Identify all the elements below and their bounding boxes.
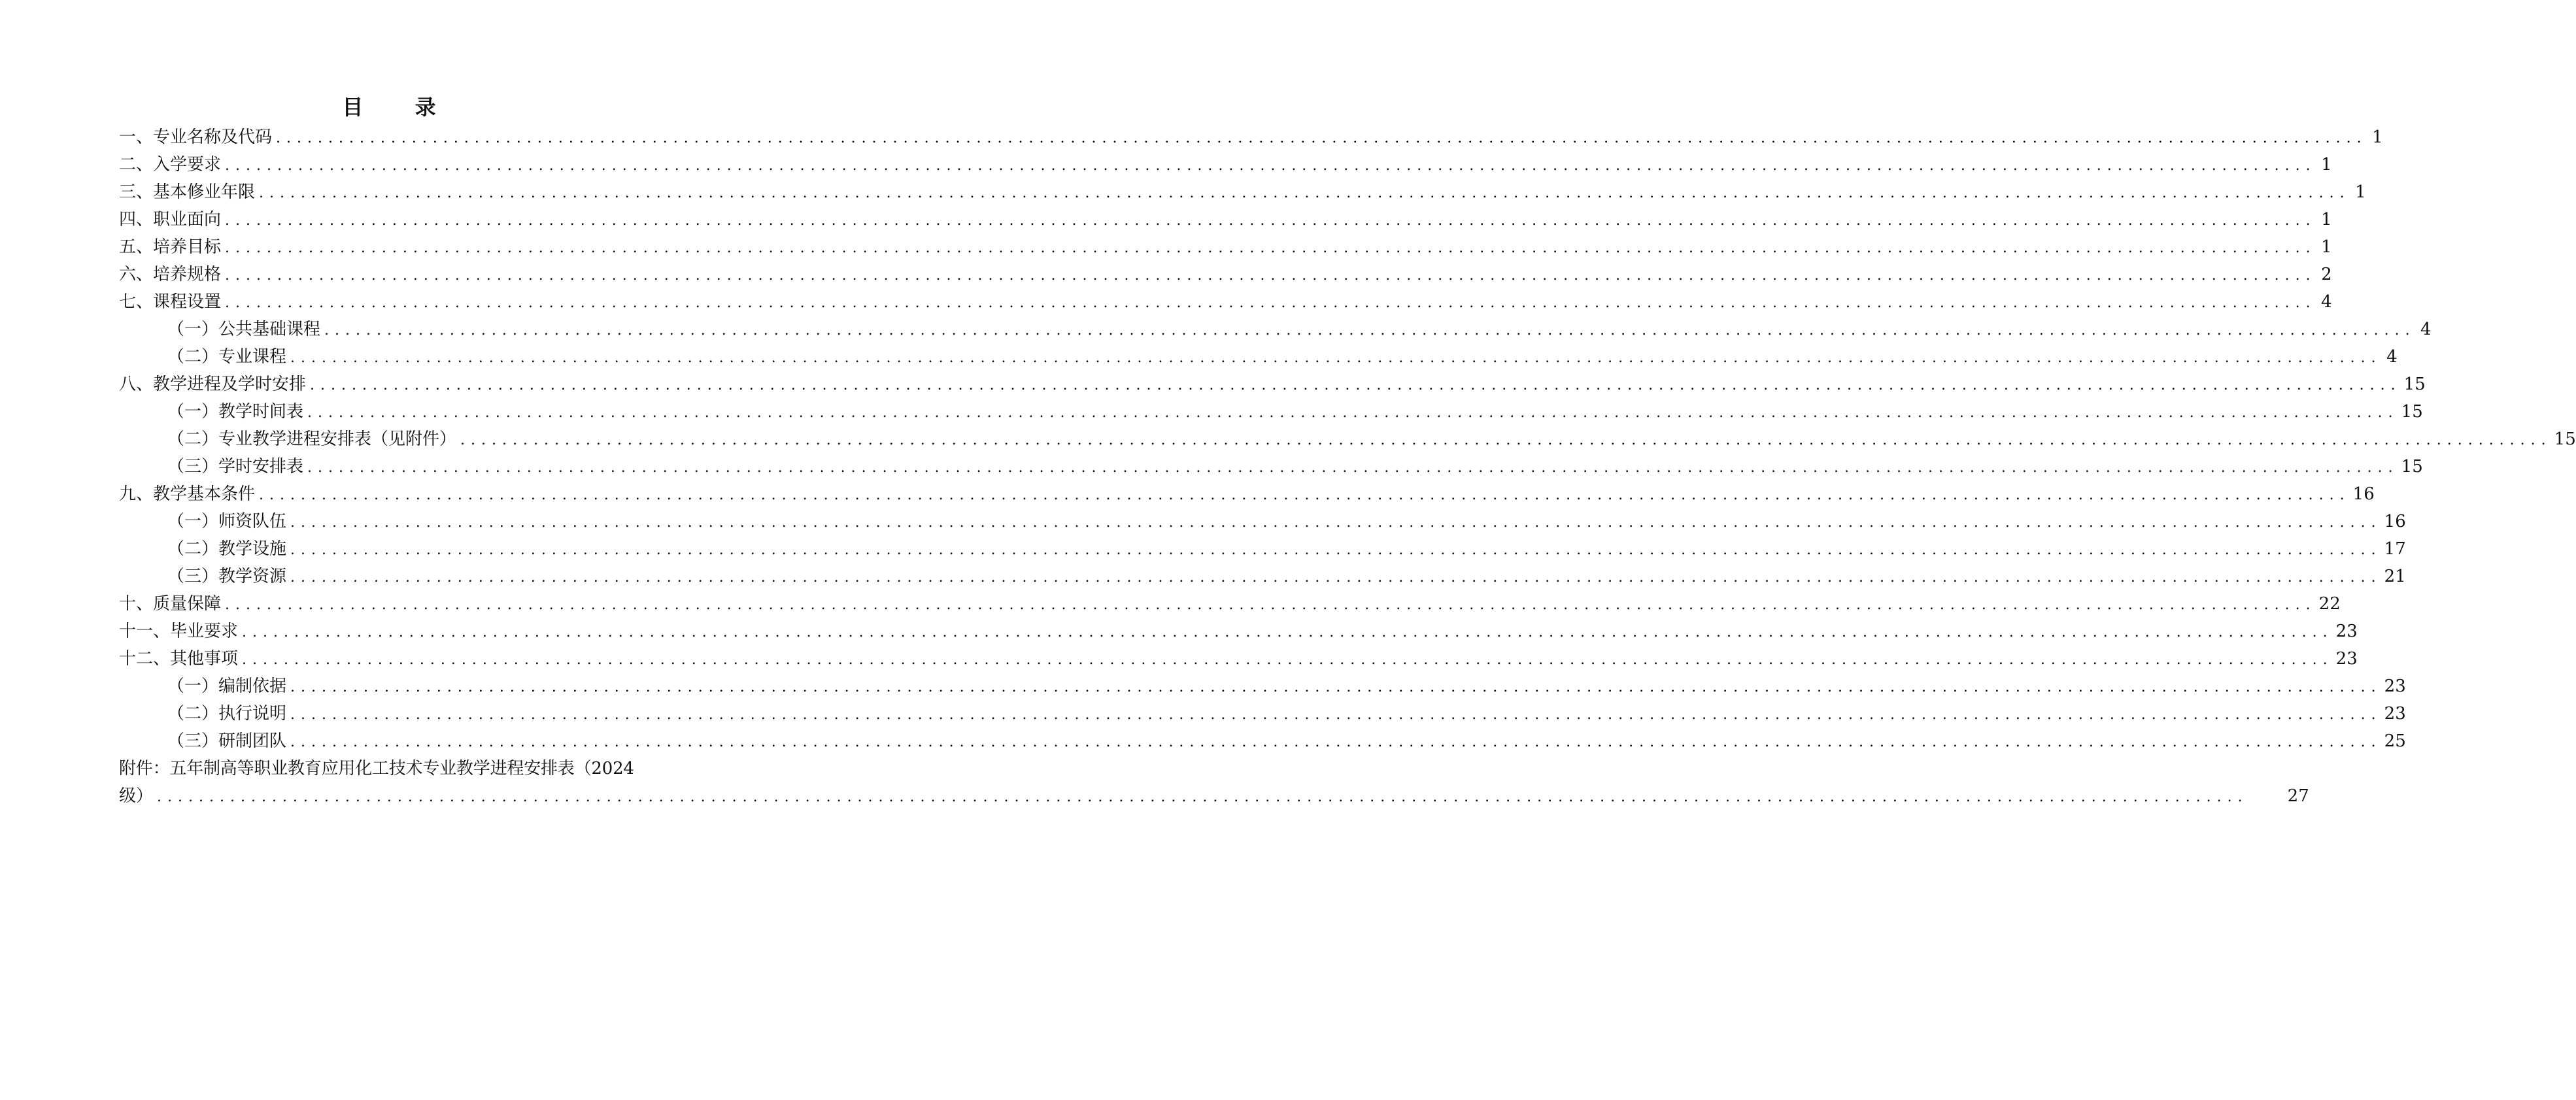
toc-entry-page-number: 21 (2384, 567, 2406, 586)
toc-dot-leader: ........................................................................................................................................................................................................ (290, 569, 2382, 586)
toc-dot-leader: ........................................................................................................................................................................................................ (310, 377, 2401, 393)
toc-entry-page-number: 1 (2372, 127, 2383, 147)
toc-entry-label: （一）教学时间表 (167, 402, 304, 422)
toc-entry-page-number: 16 (2352, 484, 2375, 504)
toc-entry[interactable] (119, 343, 2398, 371)
toc-entry-page-number: 23 (2335, 649, 2358, 669)
toc-appendix-label-line2: 级） (119, 786, 154, 806)
toc-entry[interactable] (119, 727, 2406, 755)
toc-entry[interactable] (119, 206, 2332, 233)
toc-entry[interactable] (119, 700, 2406, 727)
toc-entry[interactable] (119, 178, 2366, 206)
toc-entry-label: 十二、其他事项 (119, 649, 239, 669)
toc-entry[interactable] (119, 151, 2332, 178)
toc-entry-page-number: 15 (2403, 375, 2426, 394)
toc-appendix-line2 (119, 782, 2309, 810)
toc-entry-label: 十一、毕业要求 (119, 622, 239, 641)
toc-dot-leader: ........................................................................................................................................................................................................ (242, 624, 2333, 641)
toc-entry[interactable] (119, 590, 2341, 618)
toc-dot-leader: ........................................................................................................................................................................................................ (290, 734, 2382, 750)
toc-dot-leader: ........................................................................................................................................................................................................ (290, 350, 2382, 366)
toc-entry-label: （三）研制团队 (167, 731, 287, 751)
toc-dot-leader: ........................................................................................................................................................................................................ (460, 432, 2552, 448)
toc-entry-page-number: 2 (2321, 265, 2332, 284)
toc-appendix-entry[interactable] (119, 755, 2309, 810)
toc-entry[interactable] (119, 618, 2358, 645)
toc-dot-leader: ........................................................................................................................................................................................................ (276, 130, 2367, 146)
toc-entry-label: （三）教学资源 (167, 567, 287, 586)
toc-entry[interactable] (119, 261, 2332, 288)
toc-entry-label: （三）学时安排表 (167, 457, 304, 476)
toc-appendix-label-line1: 附件：五年制高等职业教育应用化工技术专业教学进程安排表（2024 (119, 759, 634, 778)
toc-entry-label: 七、课程设置 (119, 292, 222, 312)
toc-entry-label: 十、质量保障 (119, 594, 222, 614)
toc-title: 目 录 (342, 95, 458, 120)
toc-dot-leader: ........................................................................................................................................................................................................ (290, 514, 2382, 531)
toc-entry[interactable] (119, 673, 2406, 700)
toc-entry[interactable] (119, 508, 2406, 535)
toc-entry-page-number: 23 (2384, 704, 2406, 724)
toc-entry[interactable] (119, 124, 2383, 151)
toc-dot-leader: ........................................................................................................................................................................................................ (259, 487, 2350, 503)
toc-entry[interactable] (119, 371, 2426, 398)
toc-entry[interactable] (119, 398, 2423, 425)
toc-entry-label: 八、教学进程及学时安排 (119, 375, 307, 394)
toc-entry[interactable] (119, 645, 2358, 673)
toc-entry-label: （二）专业课程 (167, 347, 287, 367)
toc-entry[interactable] (119, 316, 2432, 343)
toc-entry-label: （二）专业教学进程安排表（见附件） (167, 429, 457, 449)
toc-entry-label: 二、入学要求 (119, 155, 222, 175)
toc-dot-leader: ........................................................................................................................................................................................................ (290, 542, 2382, 558)
toc-entry-page-number: 4 (2386, 347, 2398, 367)
toc-entry-page-number: 15 (2554, 429, 2576, 449)
toc-entry[interactable] (119, 480, 2375, 508)
toc-entry-label: 四、职业面向 (119, 210, 222, 229)
toc-entry[interactable] (119, 425, 2576, 453)
toc-entry-label: （一）公共基础课程 (167, 320, 321, 339)
toc-dot-leader: ........................................................................................................................................................................................................ (157, 789, 2248, 805)
toc-entry-label: 六、培养规格 (119, 265, 222, 284)
toc-dot-leader: ........................................................................................................................................................................................................ (225, 295, 2316, 311)
toc-entry-label: （二）执行说明 (167, 704, 287, 724)
toc-entry-label: （一）师资队伍 (167, 512, 287, 531)
toc-dot-leader: ........................................................................................................................................................................................................ (225, 240, 2316, 256)
toc-entry-page-number: 4 (2321, 292, 2332, 312)
toc-entry-label: 一、专业名称及代码 (119, 127, 273, 147)
toc-entry-label: （一）编制依据 (167, 676, 287, 696)
toc-dot-leader: ........................................................................................................................................................................................................ (324, 322, 2416, 339)
toc-entry-page-number: 25 (2384, 731, 2406, 751)
toc-entry-page-number: 22 (2318, 594, 2341, 614)
toc-entry-page-number: 1 (2321, 237, 2332, 257)
toc-list (119, 124, 2576, 810)
toc-appendix-page-number: 27 (2287, 786, 2309, 806)
toc-dot-leader: ........................................................................................................................................................................................................ (307, 459, 2399, 476)
toc-entry-page-number: 1 (2355, 182, 2366, 202)
toc-dot-leader: ........................................................................................................................................................................................................ (225, 158, 2316, 174)
toc-entry-page-number: 1 (2321, 210, 2332, 229)
toc-entry-label: 五、培养目标 (119, 237, 222, 257)
toc-dot-leader: ........................................................................................................................................................................................................ (225, 267, 2316, 284)
toc-entry-page-number: 15 (2401, 402, 2423, 422)
toc-entry-page-number: 1 (2321, 155, 2332, 175)
toc-dot-leader: ........................................................................................................................................................................................................ (242, 652, 2333, 668)
toc-dot-leader: ........................................................................................................................................................................................................ (290, 679, 2382, 695)
toc-entry[interactable] (119, 288, 2332, 316)
toc-entry-label: 九、教学基本条件 (119, 484, 256, 504)
toc-entry-page-number: 23 (2335, 622, 2358, 641)
toc-dot-leader: ........................................................................................................................................................................................................ (290, 707, 2382, 723)
toc-dot-leader: ........................................................................................................................................................................................................ (307, 405, 2399, 421)
toc-entry-page-number: 16 (2384, 512, 2406, 531)
toc-entry[interactable] (119, 535, 2406, 563)
toc-entry[interactable] (119, 453, 2423, 480)
toc-entry-page-number: 17 (2384, 539, 2406, 559)
toc-dot-leader: ........................................................................................................................................................................................................ (259, 185, 2350, 201)
toc-entry-label: （二）教学设施 (167, 539, 287, 559)
toc-entry[interactable] (119, 563, 2406, 590)
toc-entry-page-number: 23 (2384, 676, 2406, 696)
toc-entry-page-number: 15 (2401, 457, 2423, 476)
toc-dot-leader: ........................................................................................................................................................................................................ (225, 212, 2316, 229)
toc-dot-leader: ........................................................................................................................................................................................................ (225, 597, 2316, 613)
toc-entry[interactable] (119, 233, 2332, 261)
toc-entry-label: 三、基本修业年限 (119, 182, 256, 202)
toc-entry-page-number: 4 (2420, 320, 2432, 339)
